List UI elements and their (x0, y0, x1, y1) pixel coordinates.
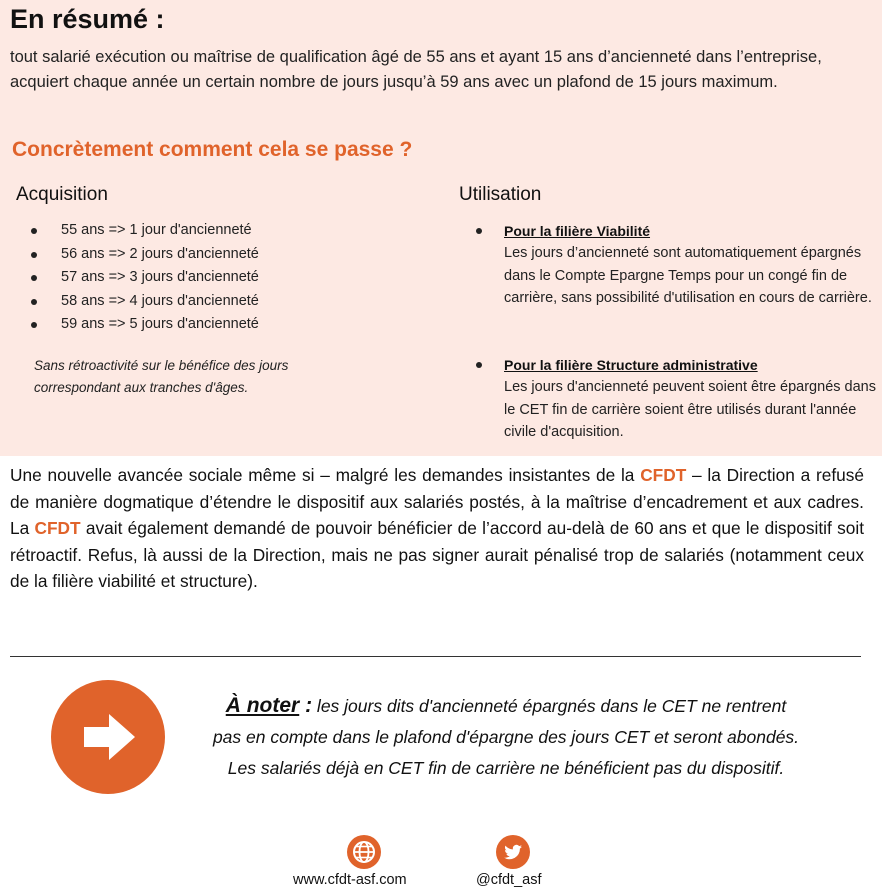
globe-icon[interactable] (344, 834, 384, 870)
twitter-bird-icon[interactable] (493, 834, 533, 870)
section-subtitle: Concrètement comment cela se passe ? (12, 138, 413, 161)
main-paragraph (10, 462, 864, 595)
note-line-2: pas en compte dans le plafond d'épargne des jours CET et seront abondés. (212, 727, 800, 747)
acquisition-item: 56 ans => 2 jours d'ancienneté (30, 243, 259, 267)
website-link[interactable]: www.cfdt-asf.com (293, 872, 407, 888)
bullet-icon (476, 362, 482, 368)
arrow-right-icon (51, 680, 165, 794)
acquisition-note: Sans rétroactivité sur le bénéfice des jours correspondant aux tranches d'âges. (34, 358, 289, 395)
acquisition-item: 58 ans => 4 jours d'ancienneté (30, 290, 259, 314)
utilisation-block-head: Pour la filière Structure administrative (504, 357, 758, 373)
note-line-3: Les salariés déjà en CET fin de carrière ne bénéficient pas du dispositif. (227, 758, 785, 778)
cfdt-highlight: CFDT (640, 465, 687, 485)
acquisition-heading: Acquisition (16, 184, 108, 205)
utilisation-block-structure (476, 354, 876, 444)
paragraph-text: avait également demandé de pouvoir bénéficier de l’accord au-delà de 60 ans et que le dispositif soit rétroactif. Refus, là aussi de la Direction, mais ne pas signer aurait pénalisé trop de salariés (notamment ceux de la filière viabilité et structure). (10, 518, 864, 591)
acquisition-item: 55 ans => 1 jour d'ancienneté (30, 219, 259, 243)
acquisition-item: 57 ans => 3 jours d'ancienneté (30, 266, 259, 290)
divider (10, 656, 861, 657)
paragraph-text: Une nouvelle avancée sociale même si – malgré les demandes insistantes de la (10, 465, 641, 485)
twitter-handle[interactable]: @cfdt_asf (476, 872, 542, 888)
utilisation-block-body: Les jours d'ancienneté peuvent soient être épargnés dans le CET fin de carrière soient être utilisés durant l'année civile d'acquisition. (504, 379, 876, 440)
utilisation-block-viabilite (476, 220, 876, 310)
note-box (172, 690, 840, 784)
paragraph-text: – la Direction a refusé de manière dogmatique d’étendre le dispositif aux salariés postés, à la maîtrise d’encadrement et aux cadres. La (10, 465, 864, 538)
acquisition-item: 59 ans => 5 jours d'ancienneté (30, 313, 259, 337)
utilisation-block-head: Pour la filière Viabilité (504, 223, 651, 239)
summary-intro: tout salarié exécution ou maîtrise de qualification âgé de 55 ans et ayant 15 ans d’ancienneté dans l’entreprise, acquiert chaque année un certain nombre de jours jusqu’à 59 ans avec un plafond de 15 jours maximum. (10, 48, 822, 91)
bullet-icon (476, 228, 482, 234)
utilisation-heading: Utilisation (459, 184, 542, 205)
acquisition-list (30, 219, 259, 337)
cfdt-highlight: CFDT (34, 518, 81, 538)
note-label: À noter (225, 694, 300, 717)
utilisation-block-body: Les jours d’ancienneté sont automatiquement épargnés dans le Compte Epargne Temps pour un congé fin de carrière, sans possibilité d'utilisation en cours de carrière. (504, 245, 872, 306)
note-line-1: À noter : les jours dits d'ancienneté épargnés dans le CET ne rentrent (225, 694, 787, 717)
summary-title: En résumé : (10, 4, 165, 34)
note-text: les jours dits d'ancienneté épargnés dans le CET ne rentrent (312, 696, 787, 716)
